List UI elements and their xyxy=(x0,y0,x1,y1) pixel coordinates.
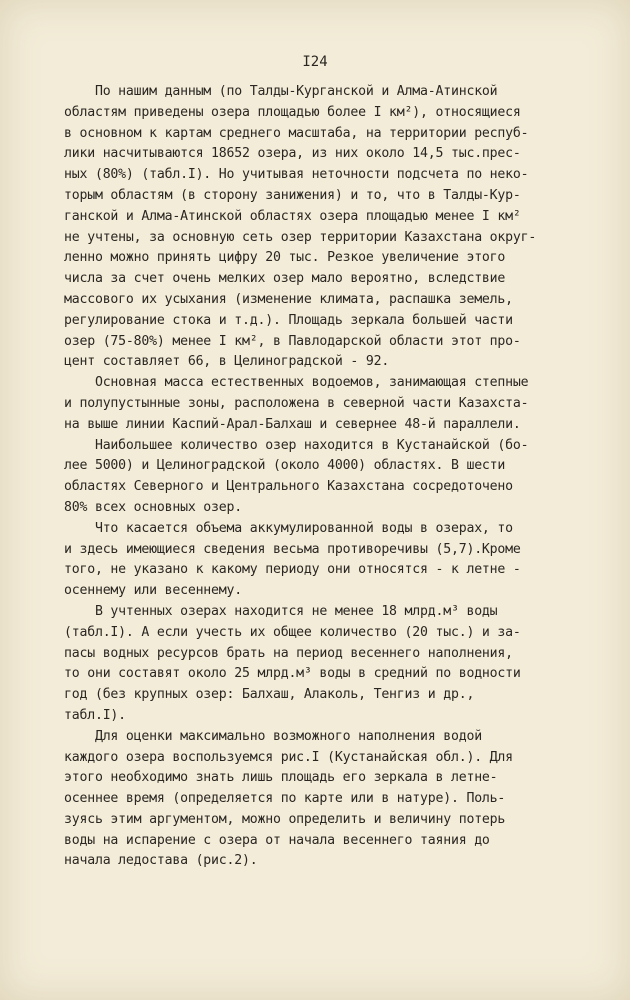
text-line: лики насчитываются 18652 озера, из них около 14,5 тыс.прес- xyxy=(64,146,521,162)
text-line: озер (75-80%) менее I км², в Павлодарской области этот про- xyxy=(64,333,521,349)
text-line: Основная масса естественных водоемов, занимающая степные xyxy=(64,375,529,391)
text-line: регулирование стока и т.д.). Площадь зеркала большей части xyxy=(64,312,513,328)
paragraph xyxy=(64,602,572,727)
text-line: на выше линии Каспий-Арал-Балхаш и севернее 48-й параллели. xyxy=(64,416,521,432)
text-line: зуясь этим аргументом, можно определить и величину потерь xyxy=(64,811,506,827)
text-line: год (без крупных озер: Балхаш, Алаколь, Тенгиз и др., xyxy=(64,687,475,703)
text-line: областях Северного и Центрального Казахстана сосредоточено xyxy=(64,479,513,495)
text-line: воды на испарение с озера от начала весеннего таяния до xyxy=(64,832,490,848)
text-line: и полупустынные зоны, расположена в северной части Казахста- xyxy=(64,395,529,411)
text-line: начала ледостава (рис.2). xyxy=(64,853,258,869)
text-line: 80% всех основных озер. xyxy=(64,499,243,515)
text-line: ганской и Алма-Атинской областях озера площадью менее I км² xyxy=(64,208,521,224)
paragraph xyxy=(64,82,572,373)
text-line: осеннему или весеннему. xyxy=(64,583,243,599)
text-line: Наибольшее количество озер находится в Кустанайской (бо- xyxy=(64,437,529,453)
text-line: (табл.I). А если учесть их общее количество (20 тыс.) и за- xyxy=(64,624,521,640)
text-line: лее 5000) и Целиноградской (около 4000) областях. В шести xyxy=(64,458,506,474)
text-line: цент составляет 66, в Целиноградской - 92. xyxy=(64,354,390,370)
text-line: пасы водных ресурсов брать на период весеннего наполнения, xyxy=(64,645,513,661)
paragraph xyxy=(64,436,572,519)
text-line: По нашим данным (по Талды-Курганской и Алма-Атинской xyxy=(64,84,498,99)
text-line: числа за счет очень мелких озер мало вероятно, вследствие xyxy=(64,271,506,287)
text-line: торым областям (в сторону занижения) и то, что в Талды-Кур- xyxy=(64,187,521,203)
text-line: того, не указано к какому периоду они относятся - к летне - xyxy=(64,562,521,578)
text-line: табл.I). xyxy=(64,707,126,723)
text-line: то они составят около 25 млрд.м³ воды в средний по водности xyxy=(64,666,521,682)
page-number: I24 xyxy=(302,54,328,70)
paragraph xyxy=(64,373,572,435)
text-line: Для оценки максимально возможного наполнения водой xyxy=(64,728,482,744)
text-line: В учтенных озерах находится не менее 18 млрд.м³ воды xyxy=(64,603,498,619)
text-line: осеннее время (определяется по карте или в натуре). Поль- xyxy=(64,791,506,807)
paragraph xyxy=(64,519,572,602)
paragraph xyxy=(64,727,572,873)
text-line: ленно можно принять цифру 20 тыс. Резкое увеличение этого xyxy=(64,250,506,266)
text-line: Что касается объема аккумулированной воды в озерах, то xyxy=(64,520,513,536)
text-line: не учтены, за основную сеть озер территории Казахстана округ- xyxy=(64,229,537,245)
body-text xyxy=(64,82,572,872)
text-line: и здесь имеющиеся сведения весьма противоречивы (5,7).Кроме xyxy=(64,541,521,557)
text-line: ных (80%) (табл.I). Но учитывая неточности подсчета по неко- xyxy=(64,167,529,183)
text-line: массового их усыхания (изменение климата, распашка земель, xyxy=(64,291,513,307)
text-line: в основном к картам среднего масштаба, на территории респуб- xyxy=(64,125,529,141)
text-line: этого необходимо знать лишь площадь его зеркала в летне- xyxy=(64,770,498,786)
text-line: областям приведены озера площадью более I км²), относящиеся xyxy=(64,104,521,120)
text-line: каждого озера воспользуемся рис.I (Кустанайская обл.). Для xyxy=(64,749,513,765)
